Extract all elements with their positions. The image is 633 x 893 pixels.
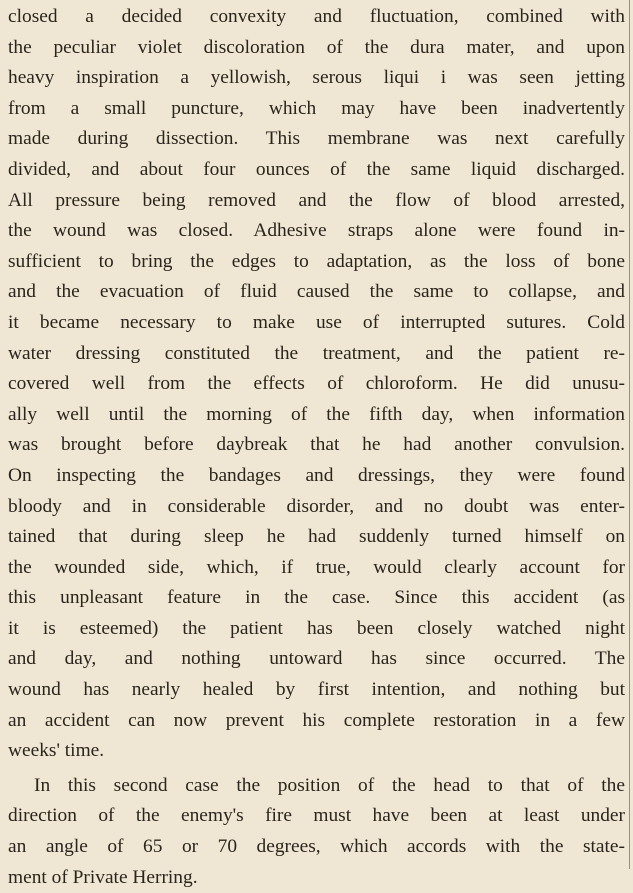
text-line: In this second case the position of the head to that of the (34, 774, 625, 796)
text-line: direction of the enemy's fire must have been at least under (8, 805, 625, 827)
text-line: weeks' time. (8, 740, 105, 762)
text-line: this unpleasant feature in the case. Since this accident (as (8, 587, 625, 609)
document-text (8, 2, 625, 893)
page-edge-rule (629, 0, 630, 869)
text-line: All pressure being removed and the flow of blood arrested, (8, 189, 625, 211)
text-line: it is esteemed) the patient has been closely watched night (8, 617, 625, 639)
text-line: divided, and about four ounces of the same liquid discharged. (8, 158, 625, 180)
text-line: and day, and nothing untoward has since occurred. The (8, 648, 625, 670)
text-line: tained that during sleep he had suddenly turned himself on (8, 526, 625, 548)
text-line: and the evacuation of fluid caused the same to collapse, and (8, 281, 625, 303)
text-line: water dressing constituted the treatment, and the patient re- (8, 342, 625, 364)
text-line: ally well until the morning of the fifth day, when information (8, 403, 625, 425)
text-line: an angle of 65 or 70 degrees, which accords with the state- (8, 836, 625, 858)
text-line: wound has nearly healed by first intention, and nothing but (8, 679, 625, 701)
text-line: closed a decided convexity and fluctuation, combined with (8, 6, 625, 27)
text-line: ment of Private Herring. (8, 866, 198, 888)
text-line: was brought before daybreak that he had another convulsion. (8, 434, 625, 456)
text-line: On inspecting the bandages and dressings, they were found (8, 464, 625, 486)
text-line: covered well from the effects of chloroform. He did unusu- (8, 373, 625, 395)
text-line: bloody and in considerable disorder, and no doubt was enter- (8, 495, 625, 517)
text-line: from a small puncture, which may have been inadvertently (8, 97, 625, 119)
text-line: heavy inspiration a yellowish, serous liqui i was seen jetting (8, 67, 625, 89)
paragraph-case-narrative (8, 2, 625, 767)
text-line: the peculiar violet discoloration of the dura mater, and upon (8, 36, 625, 58)
text-line: an accident can now prevent his complete restoration in a few (8, 709, 625, 731)
text-line: it became necessary to make use of interrupted sutures. Cold (8, 311, 625, 333)
text-line: made during dissection. This membrane was next carefully (8, 128, 625, 150)
text-line: the wound was closed. Adhesive straps alone were found in- (8, 220, 625, 242)
text-line: the wounded side, which, if true, would clearly account for (8, 556, 625, 578)
paragraph-angle-of-fire (8, 771, 625, 893)
text-line: sufficient to bring the edges to adaptation, as the loss of bone (8, 250, 625, 272)
